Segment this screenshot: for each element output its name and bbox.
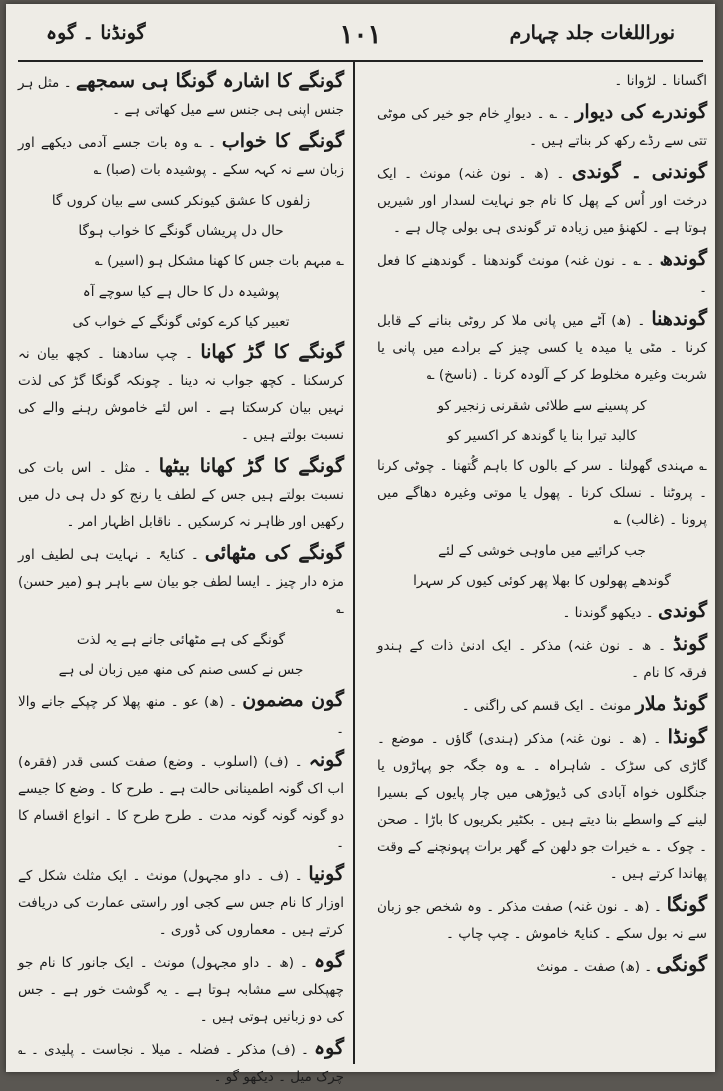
entry-definition: ۔ (ف) مذکر ۔ فضلہ ۔ میلا ۔ نجاست ۔ پلیدی ۔ ؎ چرک میل ۔ دیکھو گو ۔ <box>18 1042 344 1085</box>
entry-definition: ۔ مثل ۔ اس بات کی نسبت بولتے ہیں جس کے لطف یا رنج کو دل ہی دل میں رکھیں اور ظاہر نہ کرسکیں ۔ ناقابل اظہار امر ۔ <box>18 460 344 530</box>
page-header <box>6 22 715 56</box>
verse-line: کر پسینے سے طلائی شقرنی زنجیر کو <box>437 398 647 414</box>
entry-definition: ۔ (ف) (اسلوب ۔ وضع) صفت کسی قدر (فقرہ) اب اک گونہ اطمینانی حالت ہے ۔ طرح کا ۔ وضع کا جیسے دو گونہ گونہ گونہ مدت ۔ طرح طرح کا ۔ انواع اقسام کا ۔ <box>18 754 344 851</box>
dictionary-entry <box>377 724 707 888</box>
dictionary-entry <box>18 339 344 449</box>
dictionary-entry <box>377 159 707 242</box>
entry-definition: ۔ چپ سادھنا ۔ کچھ بیان نہ کرسکنا ۔ کچھ جواب نہ دینا ۔ چونکہ گونگا گڑ کی لذت نہیں بیان کرسکتا ہے ۔ اس لئے خاموش رہنے والے کی نسبت بولتے ہیں ۔ <box>18 346 344 443</box>
entry-headword: گوندنی ۔ گوندی <box>571 161 707 183</box>
header-book-title: نوراللغات جلد چہارم <box>509 22 675 44</box>
dictionary-entry <box>377 99 707 155</box>
dictionary-entry <box>18 687 344 743</box>
entry-definition: ۔ ھ ۔ نون غنہ) مذکر ۔ ایک ادنیٰ ذات کے ہندو فرقہ کا نام ۔ <box>377 638 707 681</box>
entry-definition: ۔ ؎ ۔ نون غنہ) مونث گوندھنا ۔ گوندھنے کا فعل ۔ <box>377 253 707 296</box>
dictionary-entry <box>18 747 344 857</box>
dictionary-entry <box>377 952 707 981</box>
dictionary-page <box>6 4 715 1085</box>
entry-definition: ؎ مہندی گھولنا ۔ سر کے بالوں کا باہم گُتھنا ۔ چوٹی کرنا ۔ پروٹنا ۔ نسلک کرنا ۔ پھول یا موتی وغیرہ دھاگے میں پرونا ۔ (غالب) ؎ <box>377 458 707 528</box>
entry-definition: ؎ مبہم بات جس کا کھنا مشکل ہو (اسیر) ؎ <box>94 253 344 269</box>
verse-line: تعبیر کیا کرے کوئی گونگے کے خواب کی <box>72 314 290 330</box>
dictionary-entry <box>18 248 344 275</box>
verse-line: پوشیدہ دل کا حال ہے کیا سوچے آہ <box>82 284 280 300</box>
dictionary-entry <box>377 598 707 627</box>
verse-line: گوندھے پھولوں کا بھلا پھر کوئی کیوں کر سہرا <box>413 573 671 589</box>
entry-headword: گونگے کا گڑ کھانا <box>200 341 344 363</box>
entry-headword: گوہ <box>314 950 344 972</box>
entry-definition: ۔ (ھ ۔ نون غنہ) مونث ۔ ایک درخت اور اُس کے پھل کا نام جو نہایت لسدار اور شیریں ہوتا ہے ۔ لکھنؤ میں زیادہ تر گوندی ہی بولی چال ہے ۔ <box>377 166 707 236</box>
entry-headword: گوہ <box>314 1037 344 1059</box>
entry-definition: ۔ کنایۃً ۔ نہایت ہی لطیف اور مزہ دار چیز ۔ ایسا لطف جو بیان سے باہر ہو (میر حسن) ؎ <box>18 547 344 617</box>
column-divider <box>353 62 355 1064</box>
entry-headword: گوندھ <box>659 248 707 270</box>
dictionary-entry <box>18 453 344 536</box>
entry-headword: گونہ <box>308 749 344 771</box>
entry-headword: گونگے کا اشارہ گونگا ہی سمجھے <box>76 70 344 92</box>
left-column <box>18 68 345 1085</box>
dictionary-entry <box>377 691 707 720</box>
dictionary-entry <box>377 453 707 534</box>
dictionary-entry <box>377 892 707 948</box>
entry-definition: ۔ (ف ۔ داو مجہول) مونث ۔ ایک مثلث شکل کے اوزار کا نام جس سے کجی اور راستی عمارت کی دریافت کرتے ہیں ۔ معماروں کی ڈوری ۔ <box>18 868 344 938</box>
dictionary-entry <box>18 861 344 944</box>
verse-line: حال دل پریشاں گونگے کا خواب ہوگا <box>78 223 284 239</box>
entry-headword: گوندرے کی دیوار <box>575 101 708 123</box>
entry-headword: گونگے کا گڑ کھانا بیٹھا <box>158 455 344 477</box>
dictionary-entry <box>377 68 707 95</box>
entry-headword: گوندی <box>658 600 707 622</box>
entry-headword: گونڈا <box>667 726 707 748</box>
entry-definition: ۔ (ھ ۔ داو مجہول) مونث ۔ ایک جانور کا نام جو چھپکلی سے مشابہ ہوتا ہے ۔ یہ گوشت خور ہے ۔ جس کی دو زبانیں ہوتی ہیں ۔ <box>18 955 344 1025</box>
entry-headword: گونڈ ملار <box>635 693 707 715</box>
entry-headword: گونگے کا خواب <box>221 130 344 152</box>
dictionary-entry <box>18 1035 344 1091</box>
entry-headword: گونگے کی مٹھائی <box>204 542 345 564</box>
entry-definition: ۔ ؎ وہ بات جسے آدمی دیکھے اور زبان سے نہ کہہ سکے ۔ پوشیدہ بات (صبا) ؎ <box>18 135 344 178</box>
entry-headword: گونڈ <box>672 633 707 655</box>
entry-definition: ۔ ؎ ۔ دیوارِ خام جو خیر کی موٹی تتی سے رڈے رکھ کر بناتے ہیں ۔ <box>377 106 707 149</box>
header-rule <box>18 60 703 62</box>
entry-definition: ۔ دیکھو گوندنا ۔ <box>562 605 658 621</box>
entry-definition: اگسانا ۔ لڑوانا ۔ <box>614 73 707 89</box>
verse-line: گونگے کی ہے مٹھائی جانے ہے یہ لذت <box>76 632 286 648</box>
entry-definition: ۔ (ھ) عو ۔ منھ پھلا کر چپکے جانے والا ۔ <box>18 694 344 737</box>
verse-line: جب کرائیے میں ماوہی خوشی کے لئے <box>438 543 646 559</box>
entry-headword: گوندھنا <box>651 308 707 330</box>
dictionary-entry <box>377 306 707 389</box>
dictionary-entry <box>377 246 707 302</box>
header-entry-range: گونڈنا ۔ گوہ <box>46 22 146 44</box>
entry-definition: مونث ۔ ایک قسم کی راگنی ۔ <box>461 698 636 714</box>
entry-definition: ۔ (ھ ۔ نون غنہ) صفت مذکر ۔ وہ شخص جو زبان سے نہ بول سکے ۔ کنایۃً خاموش ۔ چپ چاپ ۔ <box>377 899 707 942</box>
dictionary-entry <box>18 68 344 124</box>
dictionary-entry <box>18 540 344 623</box>
dictionary-entry <box>18 948 344 1031</box>
right-column <box>377 68 707 1060</box>
entry-definition: ۔ مثل ہر جنس اپنی ہی جنس سے میل کھاتی ہے ۔ <box>18 75 344 118</box>
entry-headword: گون مضمون <box>242 689 344 711</box>
page-number: ۱۰۱ <box>339 20 382 50</box>
entry-definition: ۔ (ھ) آٹے میں پانی ملا کر روٹی بنانے کے قابل کرنا ۔ مٹی یا میدہ یا کسی چیز کے برادے میں پانی یا شربت وغیرہ مخلوط کر کے آلودہ کرنا ۔ (ناسخ) ؎ <box>377 313 707 383</box>
dictionary-entry <box>377 631 707 687</box>
verse-line: زلفوں کا عشق کیونکر کسی سے بیان کروں گا <box>51 193 311 209</box>
entry-headword: گونگا <box>666 894 707 916</box>
entry-definition: ۔ (ھ) صفت ۔ مونث <box>536 959 657 975</box>
entry-headword: گونگی <box>656 954 707 976</box>
verse-line: جس نے کسی صنم کی منھ میں زبان لی ہے <box>58 662 304 678</box>
entry-definition: ۔ (ھ ۔ نون غنہ) مذکر (ہندی) گاؤں ۔ موضع ۔ گاڑی کی سڑک ۔ شاہراہ ۔ ؎ وہ جگہ جو پہاڑوں یا جنگلوں خواہ آبادی کی ڈیوڑھی میں چار پایوں کے بسیرا لینے کے واسطے بنا دیتے ہیں ۔ بکٹیر بکریوں کا باڑا ۔ صحن ۔ چوک ۔ ؎ خیرات جو دلھن کے گھر برات پہونچنے کے وقت پھاندا کرتے ہیں ۔ <box>377 731 707 882</box>
dictionary-entry <box>18 128 344 184</box>
verse-line: کالبد تیرا بنا یا گوندھ کر اکسیر کو <box>447 428 637 444</box>
entry-headword: گونیا <box>308 863 344 885</box>
